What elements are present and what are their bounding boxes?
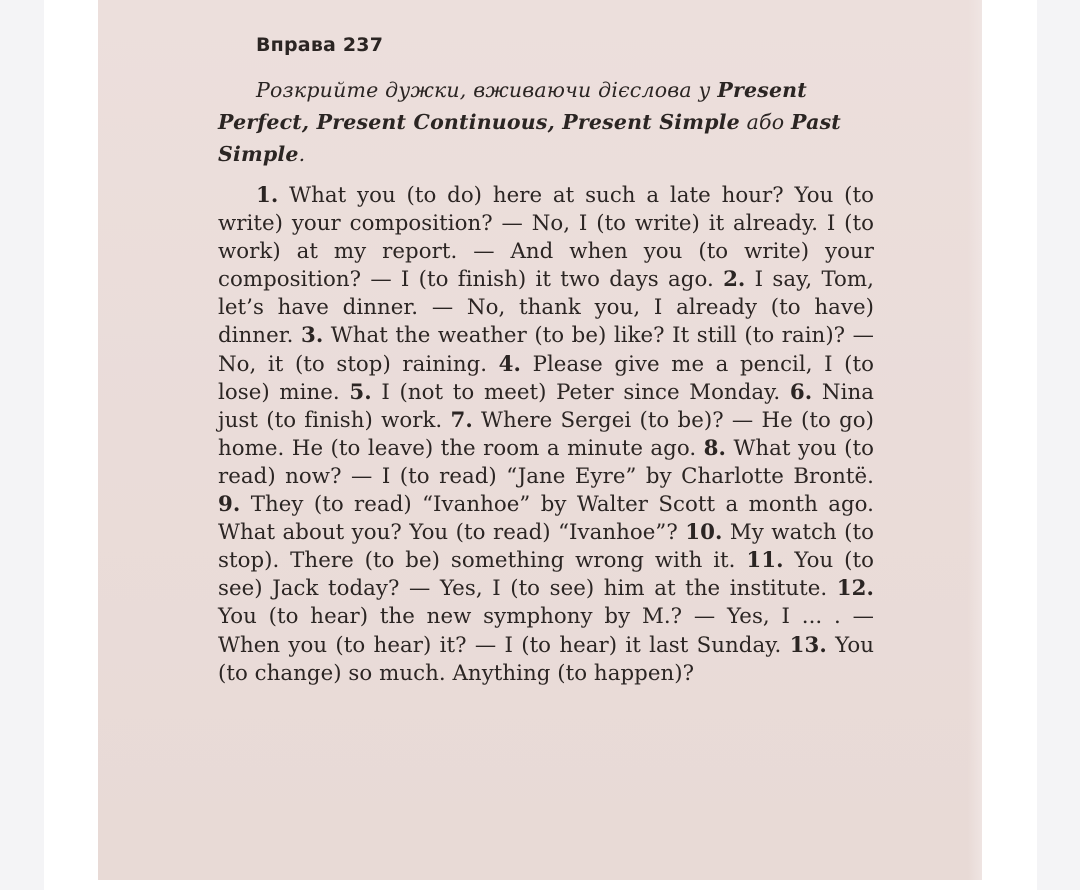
item-number: 6. [789, 379, 813, 405]
item-number: 5. [349, 379, 372, 405]
exercise-title: Вправа 237 [256, 34, 384, 56]
item-number: 1. [256, 183, 279, 208]
item-text: You (to change) so much. Anything (to happen)? [218, 632, 874, 686]
exercise-content [218, 34, 874, 688]
item-number: 3. [300, 323, 324, 349]
item-number: 4. [498, 351, 522, 377]
item-number: 13. [789, 632, 827, 658]
book-page [98, 0, 982, 880]
instruction-tense-list: Present Perfect, Present Continuous, Present Simple [218, 78, 807, 134]
exercise-body [218, 182, 874, 688]
exercise-instruction [218, 74, 874, 170]
item-text: What you (to read) now? — I (to read) “Jane Eyre” by Charlotte Brontë. [218, 435, 875, 489]
item-text: I (not to meet) Peter since Monday. [371, 379, 790, 405]
item-text: Nina just (to finish) work. [218, 379, 874, 433]
item-text: My watch (to stop). There (to be) something wrong with it. [218, 520, 874, 574]
item-number: 9. [218, 492, 241, 518]
item-text: I say, Tom, let’s have dinner. — No, thank you, I already (to have) dinner. [218, 267, 874, 349]
item-number: 12. [836, 576, 874, 602]
item-text: Where Sergei (to be)? — He (to go) home. He (to leave) the room a minute ago. [218, 407, 874, 461]
item-text: What you (to do) here at such a late hour? You (to write) your composition? — No, I (to write) it already. I (to work) at my report. — And when you (to write) your composition? — I (to finish) it two days ago. [218, 183, 874, 293]
item-text: You (to see) Jack today? — Yes, I (to see) him at the institute. [218, 548, 874, 602]
item-number: 7. [450, 407, 473, 433]
instruction-tense-last: Past Simple [218, 110, 841, 166]
instruction-suffix: . [298, 142, 306, 166]
item-number: 2. [723, 267, 746, 293]
item-text: They (to read) “Ivanhoe” by Walter Scott a month ago. What about you? You (to read) “Ivanhoe”? [218, 492, 874, 546]
instruction-prefix: Розкрийте дужки, вживаючи дієслова у [256, 78, 718, 102]
page-edge [968, 0, 982, 880]
item-number: 10. [685, 520, 723, 546]
item-number: 8. [703, 435, 726, 461]
item-text: What the weather (to be) like? It still (to rain)? — No, it (to stop) raining. [218, 323, 874, 377]
item-text: Please give me a pencil, I (to lose) mine. [218, 351, 874, 405]
item-text: You (to hear) the new symphony by M.? — Yes, I ... . — When you (to hear) it? — I (to hear) it last Sunday. [218, 604, 874, 658]
item-number: 11. [746, 548, 784, 574]
instruction-middle: або [739, 110, 792, 134]
